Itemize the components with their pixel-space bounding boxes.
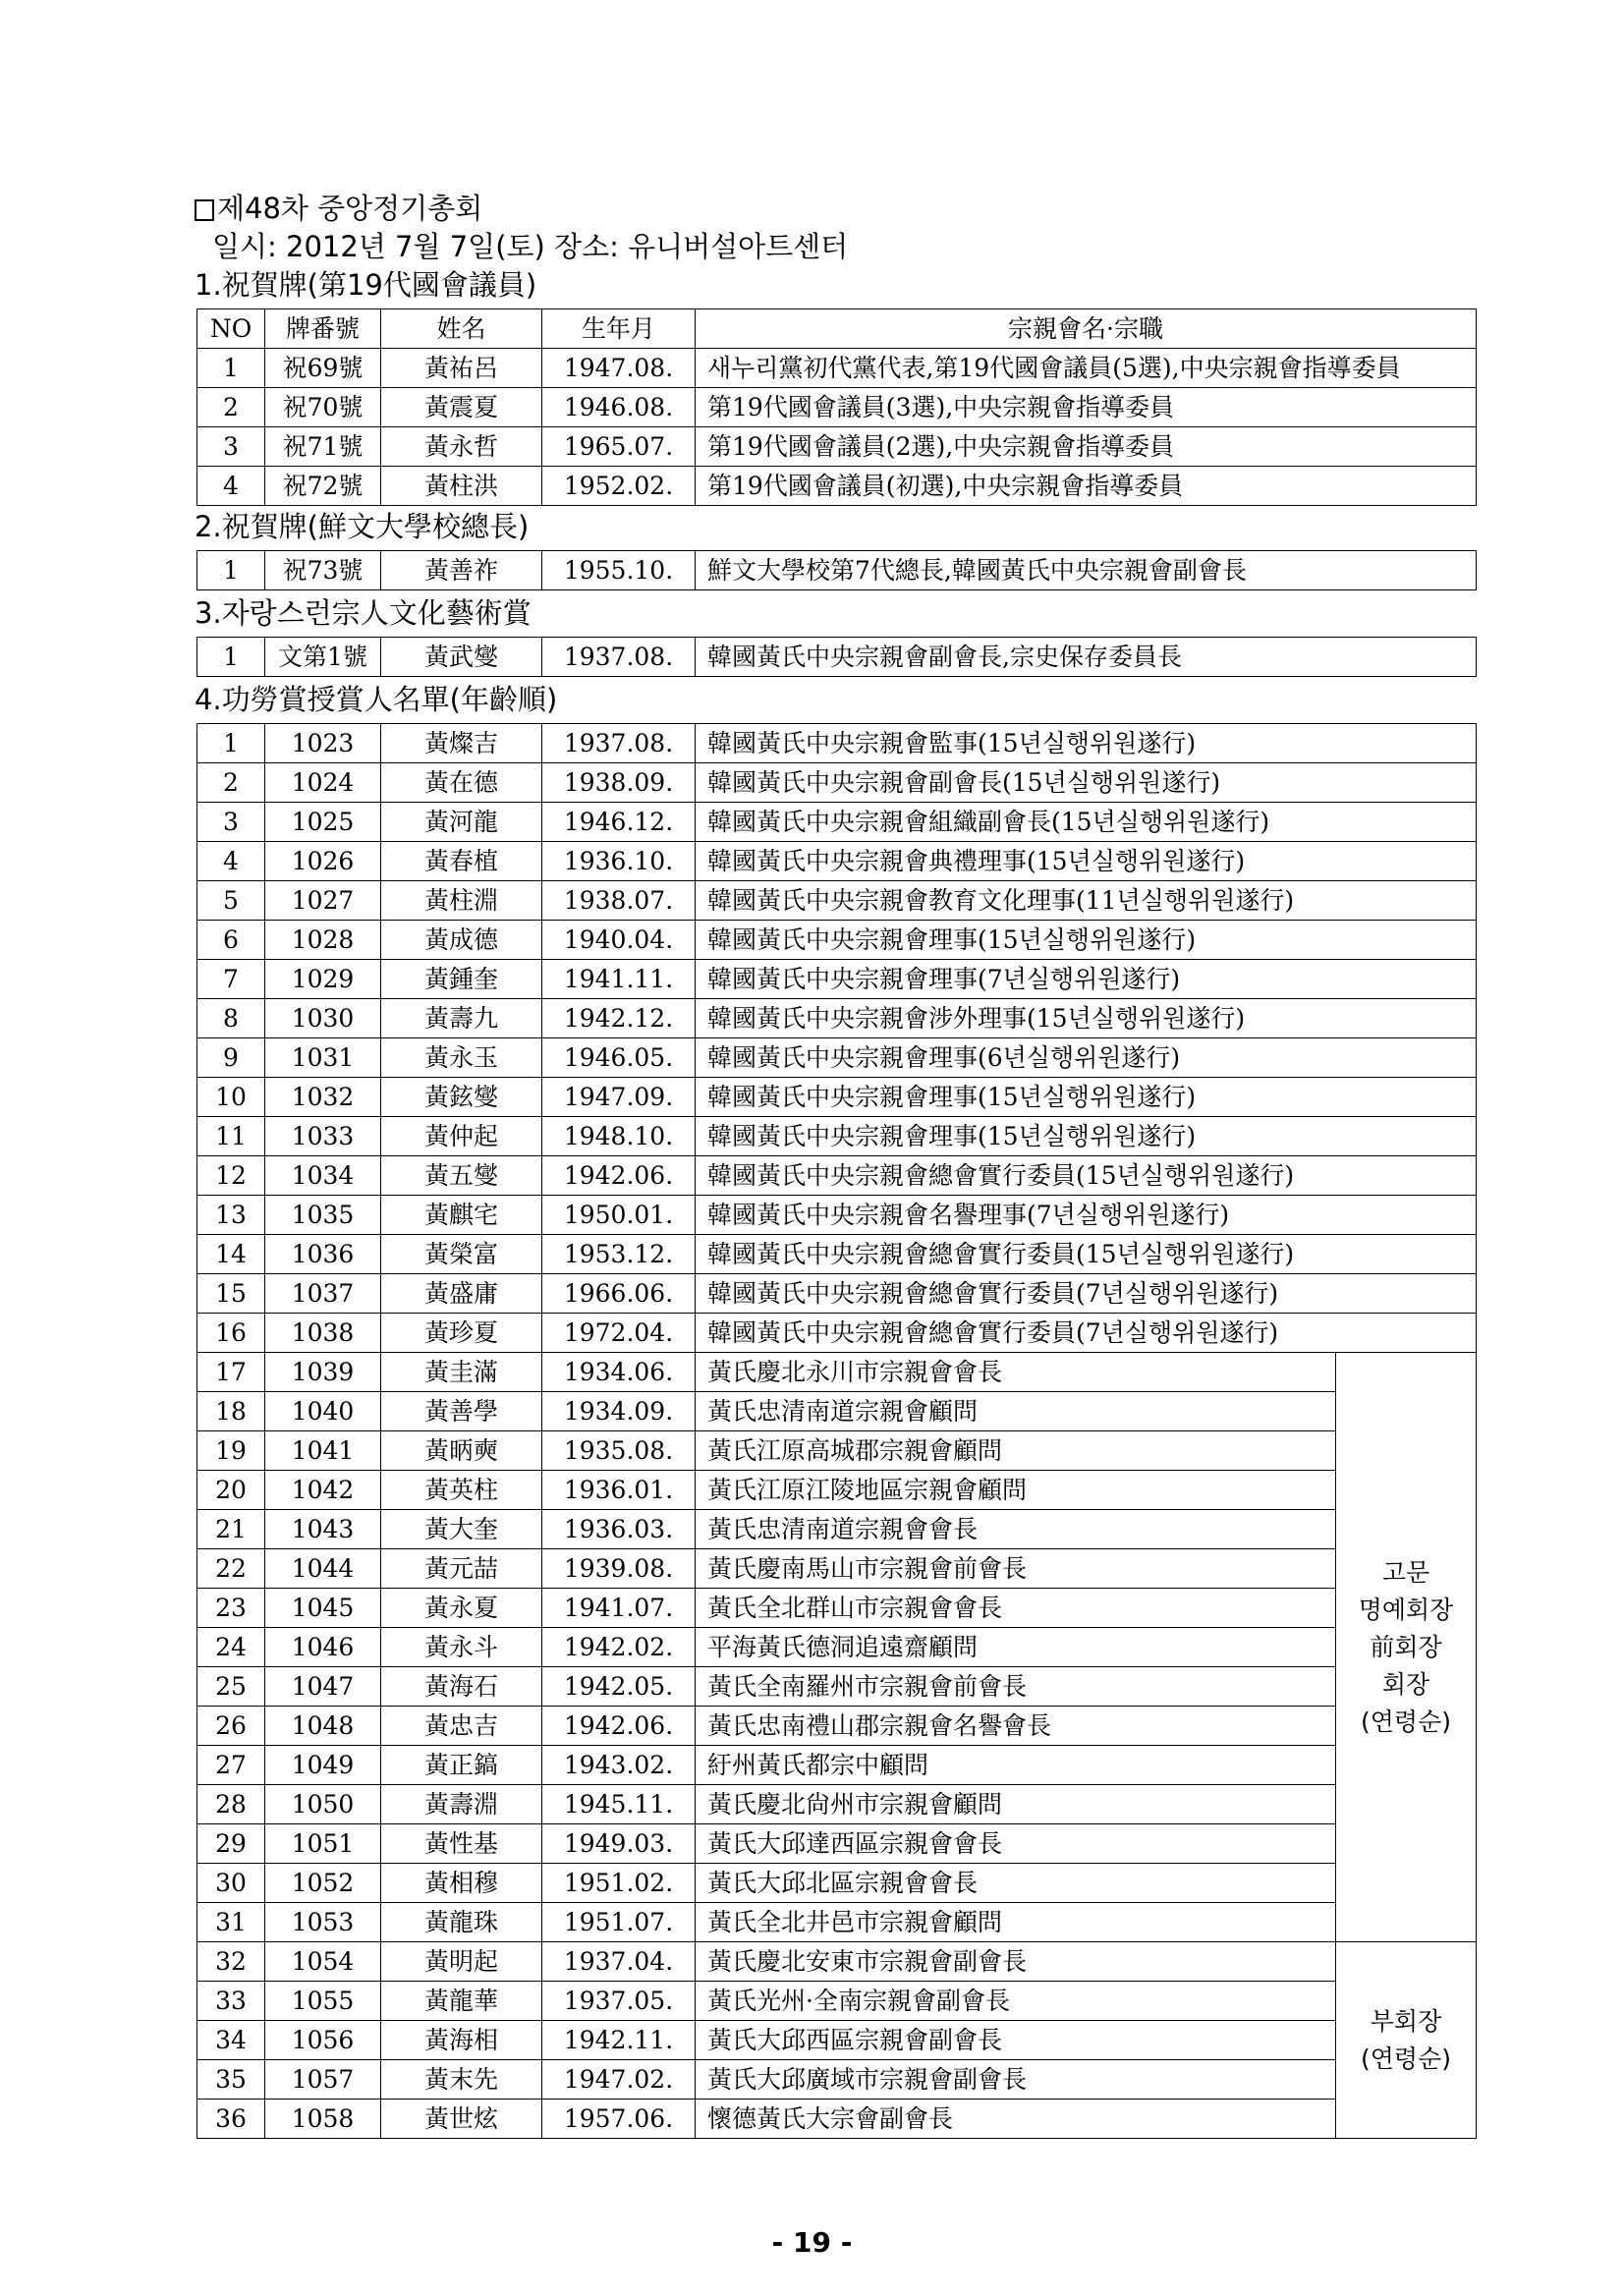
group-note-line: 회장 (1381, 1669, 1430, 1699)
cell-role: 黃氏全北井邑市宗親會顧問 (696, 1903, 1336, 1942)
table-row (197, 551, 1477, 590)
cell-role: 第19代國會議員(3選),中央宗親會指導委員 (696, 388, 1477, 427)
cell-birth: 1937.04. (542, 1942, 696, 1982)
cell-role: 黃氏江原高城郡宗親會顧問 (696, 1431, 1336, 1471)
cell-plate: 1056 (265, 2021, 381, 2060)
cell-role: 黃氏光州·全南宗親會副會長 (696, 1982, 1336, 2021)
cell-name: 黃壽淵 (381, 1785, 542, 1824)
cell-name: 黃昞奭 (381, 1431, 542, 1471)
header-plate: 牌番號 (265, 309, 381, 349)
table-row (197, 1785, 1477, 1824)
cell-name: 黃鉉燮 (381, 1078, 542, 1117)
cell-name: 黃鍾奎 (381, 960, 542, 999)
cell-no: 20 (197, 1471, 265, 1510)
table-section-3 (196, 637, 1477, 677)
table-row (197, 1353, 1477, 1392)
cell-no: 22 (197, 1549, 265, 1589)
cell-plate: 1031 (265, 1038, 381, 1078)
table-row (197, 427, 1477, 467)
table-row (197, 1038, 1477, 1078)
cell-name: 黃永斗 (381, 1628, 542, 1667)
cell-name: 黃春植 (381, 842, 542, 881)
cell-name: 黃龍華 (381, 1982, 542, 2021)
table-row (197, 1078, 1477, 1117)
cell-role: 黃氏大邱西區宗親會副會長 (696, 2021, 1336, 2060)
cell-birth: 1942.06. (542, 1156, 696, 1196)
cell-no: 32 (197, 1942, 265, 1982)
table-row (197, 921, 1477, 960)
cell-role: 韓國黃氏中央宗親會理事(15년실행위원遂行) (696, 1117, 1477, 1156)
cell-role: 黃氏大邱達西區宗親會會長 (696, 1824, 1336, 1864)
cell-role: 鮮文大學校第7代總長,韓國黃氏中央宗親會副會長 (696, 551, 1477, 590)
cell-plate: 1051 (265, 1824, 381, 1864)
cell-birth: 1942.11. (542, 2021, 696, 2060)
cell-plate: 祝73號 (265, 551, 381, 590)
cell-plate: 1045 (265, 1589, 381, 1628)
cell-name: 黃性基 (381, 1824, 542, 1864)
table-row (197, 638, 1477, 677)
cell-no: 11 (197, 1117, 265, 1156)
cell-no: 33 (197, 1982, 265, 2021)
cell-name: 黃燦吉 (381, 724, 542, 763)
page-number: - 19 - (771, 2226, 853, 2259)
cell-plate: 1023 (265, 724, 381, 763)
cell-no: 3 (197, 427, 265, 467)
group-note-line: 前회장 (1370, 1632, 1442, 1661)
cell-plate: 祝69號 (265, 349, 381, 388)
table-row (197, 1196, 1477, 1235)
table-row (197, 1824, 1477, 1864)
cell-no: 2 (197, 763, 265, 803)
cell-name: 黃武燮 (381, 638, 542, 677)
table-row (197, 1510, 1477, 1549)
table-row (197, 1392, 1477, 1431)
cell-role: 黃氏全北群山市宗親會會長 (696, 1589, 1336, 1628)
cell-no: 1 (197, 551, 265, 590)
cell-birth: 1946.05. (542, 1038, 696, 1078)
cell-birth: 1943.02. (542, 1746, 696, 1785)
cell-plate: 1030 (265, 999, 381, 1038)
table-section-2 (196, 550, 1477, 590)
cell-plate: 1037 (265, 1274, 381, 1314)
table-row (197, 1628, 1477, 1667)
cell-name: 黃柱淵 (381, 881, 542, 921)
cell-name: 黃龍珠 (381, 1903, 542, 1942)
cell-birth: 1937.08. (542, 638, 696, 677)
cell-no: 17 (197, 1353, 265, 1392)
cell-role: 韓國黃氏中央宗親會理事(7년실행위원遂行) (696, 960, 1477, 999)
checkbox-icon (195, 199, 214, 221)
cell-plate: 1044 (265, 1549, 381, 1589)
cell-birth: 1939.08. (542, 1549, 696, 1589)
table-row (197, 2021, 1477, 2060)
table-row (197, 2060, 1477, 2100)
cell-plate: 1033 (265, 1117, 381, 1156)
cell-plate: 1040 (265, 1392, 381, 1431)
cell-birth: 1940.04. (542, 921, 696, 960)
cell-name: 黃震夏 (381, 388, 542, 427)
cell-role: 黃氏大邱北區宗親會會長 (696, 1864, 1336, 1903)
cell-plate: 1057 (265, 2060, 381, 2100)
cell-name: 黃成德 (381, 921, 542, 960)
cell-no: 6 (197, 921, 265, 960)
cell-plate: 1032 (265, 1078, 381, 1117)
cell-name: 黃壽九 (381, 999, 542, 1038)
cell-plate: 1054 (265, 1942, 381, 1982)
cell-plate: 1027 (265, 881, 381, 921)
header-role: 宗親會名·宗職 (696, 309, 1477, 349)
table-header-row (197, 309, 1477, 349)
cell-role: 黃氏大邱廣域市宗親會副會長 (696, 2060, 1336, 2100)
group-note-line: 명예회장 (1358, 1595, 1454, 1624)
table-row (197, 2100, 1477, 2139)
cell-name: 黃英柱 (381, 1471, 542, 1510)
header-birth: 生年月 (542, 309, 696, 349)
cell-no: 18 (197, 1392, 265, 1431)
cell-plate: 1036 (265, 1235, 381, 1274)
cell-plate: 1053 (265, 1903, 381, 1942)
table-row (197, 1274, 1477, 1314)
cell-role: 韓國黃氏中央宗親會總會實行委員(15년실행위원遂行) (696, 1156, 1477, 1196)
cell-no: 9 (197, 1038, 265, 1078)
cell-name: 黃明起 (381, 1942, 542, 1982)
cell-no: 27 (197, 1746, 265, 1785)
table-row (197, 1942, 1477, 1982)
cell-plate: 1048 (265, 1707, 381, 1746)
table-row (197, 960, 1477, 999)
cell-plate: 1058 (265, 2100, 381, 2139)
cell-birth: 1947.08. (542, 349, 696, 388)
cell-birth: 1937.08. (542, 724, 696, 763)
cell-role: 韓國黃氏中央宗親會總會實行委員(15년실행위원遂行) (696, 1235, 1477, 1274)
table-row (197, 1589, 1477, 1628)
cell-plate: 祝70號 (265, 388, 381, 427)
cell-birth: 1936.03. (542, 1510, 696, 1549)
cell-no: 26 (197, 1707, 265, 1746)
cell-role: 韓國黃氏中央宗親會涉外理事(15년실행위원遂行) (696, 999, 1477, 1038)
cell-plate: 1049 (265, 1746, 381, 1785)
table-row (197, 763, 1477, 803)
cell-plate: 1039 (265, 1353, 381, 1392)
cell-no: 4 (197, 467, 265, 506)
cell-plate: 1055 (265, 1982, 381, 2021)
section-title-2: 2.祝賀牌(鮮文大學校總長) (195, 510, 530, 543)
table-row (197, 1903, 1477, 1942)
cell-birth: 1953.12. (542, 1235, 696, 1274)
cell-no: 23 (197, 1589, 265, 1628)
cell-role: 黃氏慶南馬山市宗親會前會長 (696, 1549, 1336, 1589)
cell-birth: 1937.05. (542, 1982, 696, 2021)
group-note-line: 고문 (1381, 1557, 1430, 1587)
cell-role: 韓國黃氏中央宗親會典禮理事(15년실행위원遂行) (696, 842, 1477, 881)
cell-name: 黃忠吉 (381, 1707, 542, 1746)
cell-role: 韓國黃氏中央宗親會理事(15년실행위원遂行) (696, 921, 1477, 960)
cell-no: 3 (197, 803, 265, 842)
cell-birth: 1936.01. (542, 1471, 696, 1510)
cell-role: 第19代國會議員(初選),中央宗親會指導委員 (696, 467, 1477, 506)
cell-birth: 1935.08. (542, 1431, 696, 1471)
cell-no: 29 (197, 1824, 265, 1864)
cell-name: 黃永哲 (381, 427, 542, 467)
cell-birth: 1938.09. (542, 763, 696, 803)
cell-birth: 1942.06. (542, 1707, 696, 1746)
cell-role: 懷德黃氏大宗會副會長 (696, 2100, 1336, 2139)
table-row (197, 1431, 1477, 1471)
cell-birth: 1934.06. (542, 1353, 696, 1392)
table-row (197, 842, 1477, 881)
cell-role: 韓國黃氏中央宗親會監事(15년실행위원遂行) (696, 724, 1477, 763)
table-row (197, 1235, 1477, 1274)
cell-name: 黃末先 (381, 2060, 542, 2100)
table-row (197, 1982, 1477, 2021)
table-row (197, 467, 1477, 506)
cell-plate: 1038 (265, 1314, 381, 1353)
cell-no: 1 (197, 724, 265, 763)
cell-name: 黃榮富 (381, 1235, 542, 1274)
cell-no: 1 (197, 349, 265, 388)
cell-name: 黃祐呂 (381, 349, 542, 388)
cell-birth: 1952.02. (542, 467, 696, 506)
cell-role: 平海黃氏德洞追遠齋顧問 (696, 1628, 1336, 1667)
cell-name: 黃世炫 (381, 2100, 542, 2139)
cell-role: 韓國黃氏中央宗親會總會實行委員(7년실행위원遂行) (696, 1274, 1477, 1314)
cell-no: 2 (197, 388, 265, 427)
cell-role: 韓國黃氏中央宗親會組織副會長(15년실행위원遂行) (696, 803, 1477, 842)
cell-no: 8 (197, 999, 265, 1038)
cell-no: 21 (197, 1510, 265, 1549)
table-section-1 (196, 308, 1477, 506)
cell-birth: 1945.11. (542, 1785, 696, 1824)
cell-no: 4 (197, 842, 265, 881)
cell-name: 黃正鎬 (381, 1746, 542, 1785)
meeting-info: 일시: 2012년 7월 7일(토) 장소: 유니버설아트센터 (212, 230, 849, 263)
table-row (197, 1314, 1477, 1353)
table-row (197, 1117, 1477, 1156)
cell-role: 韓國黃氏中央宗親會理事(6년실행위원遂行) (696, 1038, 1477, 1078)
table-row (197, 1707, 1477, 1746)
table-row (197, 881, 1477, 921)
cell-role: 韓國黃氏中央宗親會副會長(15년실행위원遂行) (696, 763, 1477, 803)
cell-role: 第19代國會議員(2選),中央宗親會指導委員 (696, 427, 1477, 467)
table-row (197, 724, 1477, 763)
cell-role: 黃氏慶北安東市宗親會副會長 (696, 1942, 1336, 1982)
table-row (197, 1549, 1477, 1589)
cell-birth: 1941.11. (542, 960, 696, 999)
cell-birth: 1948.10. (542, 1117, 696, 1156)
cell-no: 1 (197, 638, 265, 677)
cell-no: 19 (197, 1431, 265, 1471)
cell-role: 黃氏忠南禮山郡宗親會名譽會長 (696, 1707, 1336, 1746)
cell-birth: 1942.12. (542, 999, 696, 1038)
cell-role: 韓國黃氏中央宗親會名譽理事(7년실행위원遂行) (696, 1196, 1477, 1235)
table-row (197, 1667, 1477, 1707)
cell-no: 14 (197, 1235, 265, 1274)
cell-no: 24 (197, 1628, 265, 1667)
group-note-group1 (1336, 1353, 1477, 1942)
cell-name: 黃元喆 (381, 1549, 542, 1589)
cell-no: 7 (197, 960, 265, 999)
cell-no: 31 (197, 1903, 265, 1942)
cell-no: 25 (197, 1667, 265, 1707)
cell-plate: 祝71號 (265, 427, 381, 467)
group-note-group2 (1336, 1942, 1477, 2139)
cell-plate: 1034 (265, 1156, 381, 1196)
cell-name: 黃仲起 (381, 1117, 542, 1156)
cell-name: 黃五燮 (381, 1156, 542, 1196)
cell-no: 5 (197, 881, 265, 921)
cell-role: 黃氏慶北永川市宗親會會長 (696, 1353, 1336, 1392)
cell-name: 黃柱洪 (381, 467, 542, 506)
cell-birth: 1947.02. (542, 2060, 696, 2100)
cell-name: 黃海石 (381, 1667, 542, 1707)
cell-no: 16 (197, 1314, 265, 1353)
cell-no: 15 (197, 1274, 265, 1314)
cell-plate: 1046 (265, 1628, 381, 1667)
cell-birth: 1946.12. (542, 803, 696, 842)
cell-birth: 1942.02. (542, 1628, 696, 1667)
cell-role: 韓國黃氏中央宗親會副會長,宗史保存委員長 (696, 638, 1477, 677)
cell-name: 黃善學 (381, 1392, 542, 1431)
cell-name: 黃大奎 (381, 1510, 542, 1549)
cell-name: 黃圭滿 (381, 1353, 542, 1392)
cell-birth: 1941.07. (542, 1589, 696, 1628)
cell-name: 黃盛庸 (381, 1274, 542, 1314)
cell-no: 34 (197, 2021, 265, 2060)
cell-birth: 1951.02. (542, 1864, 696, 1903)
cell-role: 韓國黃氏中央宗親會理事(15년실행위원遂行) (696, 1078, 1477, 1117)
group-note-line: (연령순) (1361, 1707, 1451, 1736)
cell-birth: 1950.01. (542, 1196, 696, 1235)
cell-role: 韓國黃氏中央宗親會教育文化理事(11년실행위원遂行) (696, 881, 1477, 921)
cell-plate: 文第1號 (265, 638, 381, 677)
cell-birth: 1934.09. (542, 1392, 696, 1431)
cell-name: 黃善祚 (381, 551, 542, 590)
cell-birth: 1951.07. (542, 1903, 696, 1942)
cell-role: 韓國黃氏中央宗親會總會實行委員(7년실행위원遂行) (696, 1314, 1477, 1353)
cell-birth: 1966.06. (542, 1274, 696, 1314)
cell-role: 黃氏江原江陵地區宗親會顧問 (696, 1471, 1336, 1510)
table-row (197, 999, 1477, 1038)
cell-birth: 1936.10. (542, 842, 696, 881)
cell-name: 黃海相 (381, 2021, 542, 2060)
cell-plate: 1035 (265, 1196, 381, 1235)
table-row (197, 1864, 1477, 1903)
cell-name: 黃永夏 (381, 1589, 542, 1628)
cell-no: 35 (197, 2060, 265, 2100)
cell-birth: 1949.03. (542, 1824, 696, 1864)
cell-plate: 1024 (265, 763, 381, 803)
cell-plate: 1025 (265, 803, 381, 842)
cell-plate: 1043 (265, 1510, 381, 1549)
meeting-title: 제48차 중앙정기총회 (195, 191, 482, 226)
header-no: NO (197, 309, 265, 349)
cell-plate: 祝72號 (265, 467, 381, 506)
cell-name: 黃永玉 (381, 1038, 542, 1078)
cell-no: 12 (197, 1156, 265, 1196)
cell-role: 黃氏忠清南道宗親會顧問 (696, 1392, 1336, 1431)
table-row (197, 803, 1477, 842)
cell-plate: 1042 (265, 1471, 381, 1510)
cell-birth: 1938.07. (542, 881, 696, 921)
table-row (197, 1471, 1477, 1510)
cell-role: 黃氏忠清南道宗親會會長 (696, 1510, 1336, 1549)
table-section-4 (196, 723, 1477, 2139)
header-name: 姓名 (381, 309, 542, 349)
cell-plate: 1026 (265, 842, 381, 881)
group-note-line: 부회장 (1370, 2006, 1442, 2036)
cell-name: 黃河龍 (381, 803, 542, 842)
cell-birth: 1955.10. (542, 551, 696, 590)
cell-no: 10 (197, 1078, 265, 1117)
cell-role: 黃氏全南羅州市宗親會前會長 (696, 1667, 1336, 1707)
cell-name: 黃在德 (381, 763, 542, 803)
section-title-1: 1.祝賀牌(第19代國會議員) (195, 268, 537, 302)
cell-plate: 1029 (265, 960, 381, 999)
cell-birth: 1957.06. (542, 2100, 696, 2139)
cell-birth: 1946.08. (542, 388, 696, 427)
cell-plate: 1050 (265, 1785, 381, 1824)
cell-no: 30 (197, 1864, 265, 1903)
cell-plate: 1052 (265, 1864, 381, 1903)
cell-plate: 1047 (265, 1667, 381, 1707)
table-row (197, 388, 1477, 427)
cell-birth: 1965.07. (542, 427, 696, 467)
section-title-3: 3.자랑스런宗人文化藝術賞 (195, 596, 532, 630)
cell-role: 紆州黃氏都宗中顧問 (696, 1746, 1336, 1785)
cell-no: 13 (197, 1196, 265, 1235)
cell-role: 새누리黨初代黨代表,第19代國會議員(5選),中央宗親會指導委員 (696, 349, 1477, 388)
cell-no: 36 (197, 2100, 265, 2139)
cell-role: 黃氏慶北尙州市宗親會顧問 (696, 1785, 1336, 1824)
cell-birth: 1947.09. (542, 1078, 696, 1117)
cell-no: 28 (197, 1785, 265, 1824)
cell-name: 黃麒宅 (381, 1196, 542, 1235)
cell-plate: 1041 (265, 1431, 381, 1471)
cell-plate: 1028 (265, 921, 381, 960)
table-row (197, 349, 1477, 388)
cell-name: 黃珍夏 (381, 1314, 542, 1353)
cell-birth: 1972.04. (542, 1314, 696, 1353)
table-row (197, 1746, 1477, 1785)
cell-name: 黃相穆 (381, 1864, 542, 1903)
table-row (197, 1156, 1477, 1196)
cell-birth: 1942.05. (542, 1667, 696, 1707)
group-note-line: (연령순) (1361, 2044, 1451, 2073)
section-title-4: 4.功勞賞授賞人名單(年齡順) (195, 683, 558, 716)
